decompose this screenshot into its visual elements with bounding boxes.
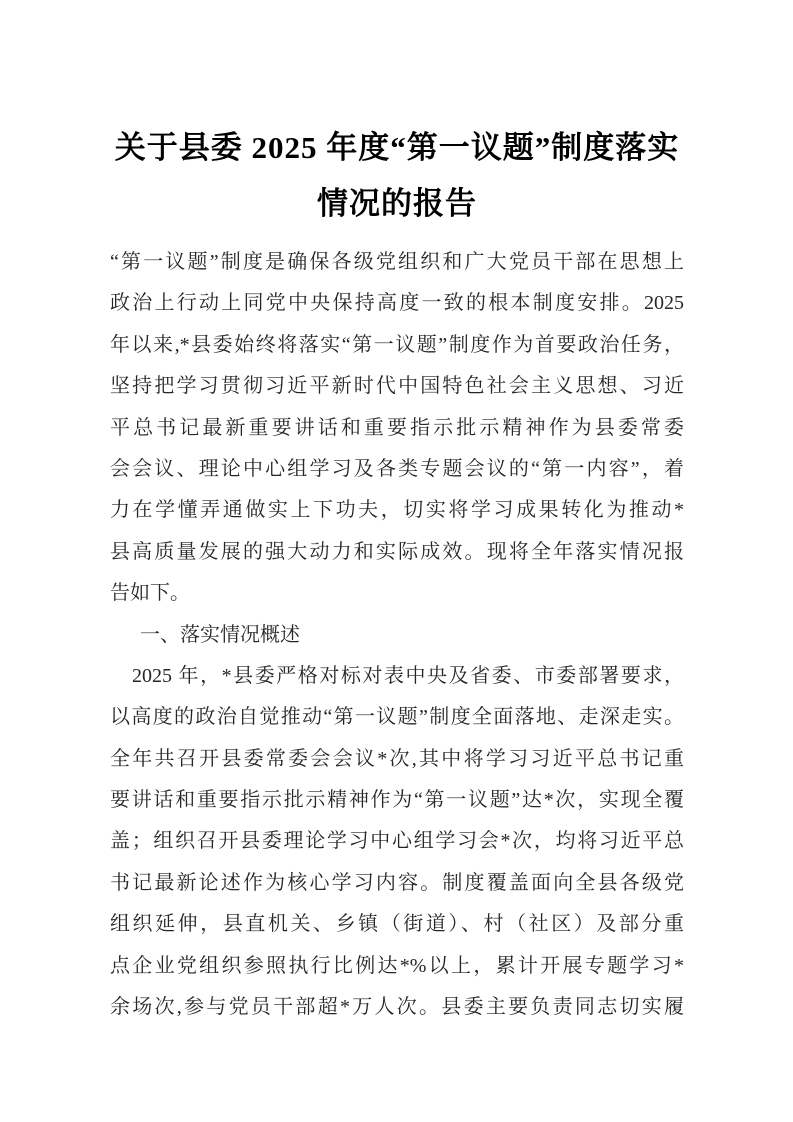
body-line: 平总书记最新重要讲话和重要指示批示精神作为县委常委 <box>110 416 684 439</box>
section-1-paragraph <box>110 656 684 1029</box>
body-line: 全年共召开县委常委会会议*次,其中将学习习近平总书记重 <box>110 747 684 770</box>
body-line: 组织延伸，县直机关、乡镇（街道）、村（社区）及部分重 <box>110 913 684 936</box>
body-line: 盖；组织召开县委理论学习中心组学习会*次，均将习近平总 <box>110 830 684 853</box>
body-line: 年以来,*县委始终将落实“第一议题”制度作为首要政治任务， <box>110 333 684 356</box>
body-line: 告如下。 <box>110 582 190 605</box>
body-line: 书记最新论述作为核心学习内容。制度覆盖面向全县各级党 <box>110 871 684 894</box>
document-title <box>110 120 684 232</box>
body-line: 2025 年，*县委严格对标对表中央及省委、市委部署要求， <box>132 664 684 687</box>
body-line: “第一议题”制度是确保各级党组织和广大党员干部在思想上 <box>110 251 684 273</box>
body-line: 坚持把学习贯彻习近平新时代中国特色社会主义思想、习近 <box>110 375 684 398</box>
intro-paragraph <box>110 242 684 615</box>
section-1-heading: 一、落实情况概述 <box>140 623 300 646</box>
body-line: 县高质量发展的强大动力和实际成效。现将全年落实情况报 <box>110 540 684 563</box>
document-content <box>110 120 684 1028</box>
title-line-2: 情况的报告 <box>317 186 477 221</box>
body-line: 力在学懂弄通做实上下功夫，切实将学习成果转化为推动* <box>110 499 684 522</box>
body-line: 余场次,参与党员干部超*万人次。县委主要负责同志切实履 <box>110 996 684 1019</box>
title-line-1: 关于县委 2025 年度“第一议题”制度落实 <box>114 130 680 165</box>
body-line: 会会议、理论中心组学习及各类专题会议的“第一内容”，着 <box>110 457 684 480</box>
body-line: 要讲话和重要指示批示精神作为“第一议题”达*次，实现全覆 <box>110 789 684 812</box>
body-line: 点企业党组织参照执行比例达*%以上，累计开展专题学习* <box>110 954 684 977</box>
body-line: 政治上行动上同党中央保持高度一致的根本制度安排。2025 <box>110 292 684 315</box>
body-line: 以高度的政治自觉推动“第一议题”制度全面落地、走深走实。 <box>110 706 684 729</box>
